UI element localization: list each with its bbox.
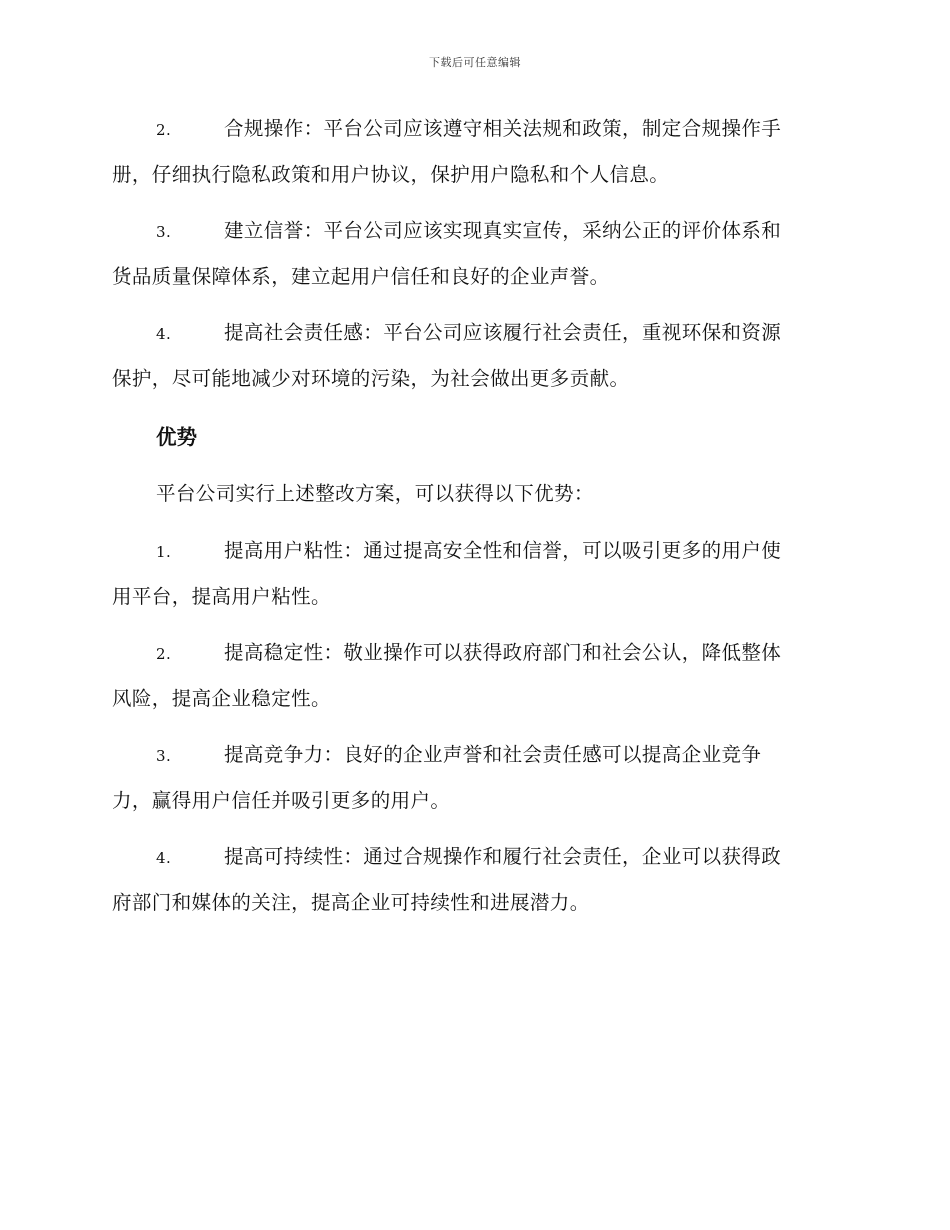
list-item-text-continued: 用平台，提高用户粘性。	[112, 585, 331, 608]
list-item-stability	[112, 630, 837, 722]
list-item-text-continued: 府部门和媒体的关注，提高企业可持续性和进展潜力。	[112, 891, 590, 914]
list-item-text: 提高社会责任感：平台公司应该履行社会责任，重视环保和资源	[224, 321, 782, 344]
section-heading: 优势	[156, 425, 197, 449]
list-number: 2.	[156, 121, 172, 139]
list-item-sustainability	[112, 834, 837, 926]
list-item-reputation	[112, 208, 837, 300]
list-item-text: 提高用户粘性：通过提高安全性和信誉，可以吸引更多的用户使	[224, 539, 782, 562]
intro-paragraph: 平台公司实行上述整改方案，可以获得以下优势：	[156, 482, 594, 505]
list-item-text: 提高稳定性：敬业操作可以获得政府部门和社会公认，降低整体	[224, 641, 782, 664]
list-number: 4.	[156, 325, 172, 343]
list-item-compliance	[112, 106, 837, 198]
list-number: 3.	[156, 223, 172, 241]
list-item-text-continued: 力，赢得用户信任并吸引更多的用户。	[112, 789, 451, 812]
list-item-text: 提高竞争力：良好的企业声誉和社会责任感可以提高企业竞争	[224, 743, 762, 766]
list-item-text: 建立信誉：平台公司应该实现真实宣传，采纳公正的评价体系和	[224, 219, 782, 242]
page-header: 下载后可任意编辑	[429, 56, 521, 69]
list-item-user-stickiness	[112, 528, 837, 620]
list-item-text-continued: 保护，尽可能地减少对环境的污染，为社会做出更多贡献。	[112, 367, 630, 390]
list-item-text: 提高可持续性：通过合规操作和履行社会责任，企业可以获得政	[224, 845, 782, 868]
list-number: 1.	[156, 543, 172, 561]
list-item-text: 合规操作：平台公司应该遵守相关法规和政策，制定合规操作手	[224, 117, 782, 140]
list-item-text-continued: 册，仔细执行隐私政策和用户协议，保护用户隐私和个人信息。	[112, 163, 670, 186]
list-item-competitiveness	[112, 732, 837, 824]
list-number: 2.	[156, 645, 172, 663]
list-item-social-responsibility	[112, 310, 837, 402]
list-number: 4.	[156, 849, 172, 867]
list-item-text-continued: 风险，提高企业稳定性。	[112, 687, 331, 710]
list-item-text-continued: 货品质量保障体系，建立起用户信任和良好的企业声誉。	[112, 265, 610, 288]
list-number: 3.	[156, 747, 172, 765]
